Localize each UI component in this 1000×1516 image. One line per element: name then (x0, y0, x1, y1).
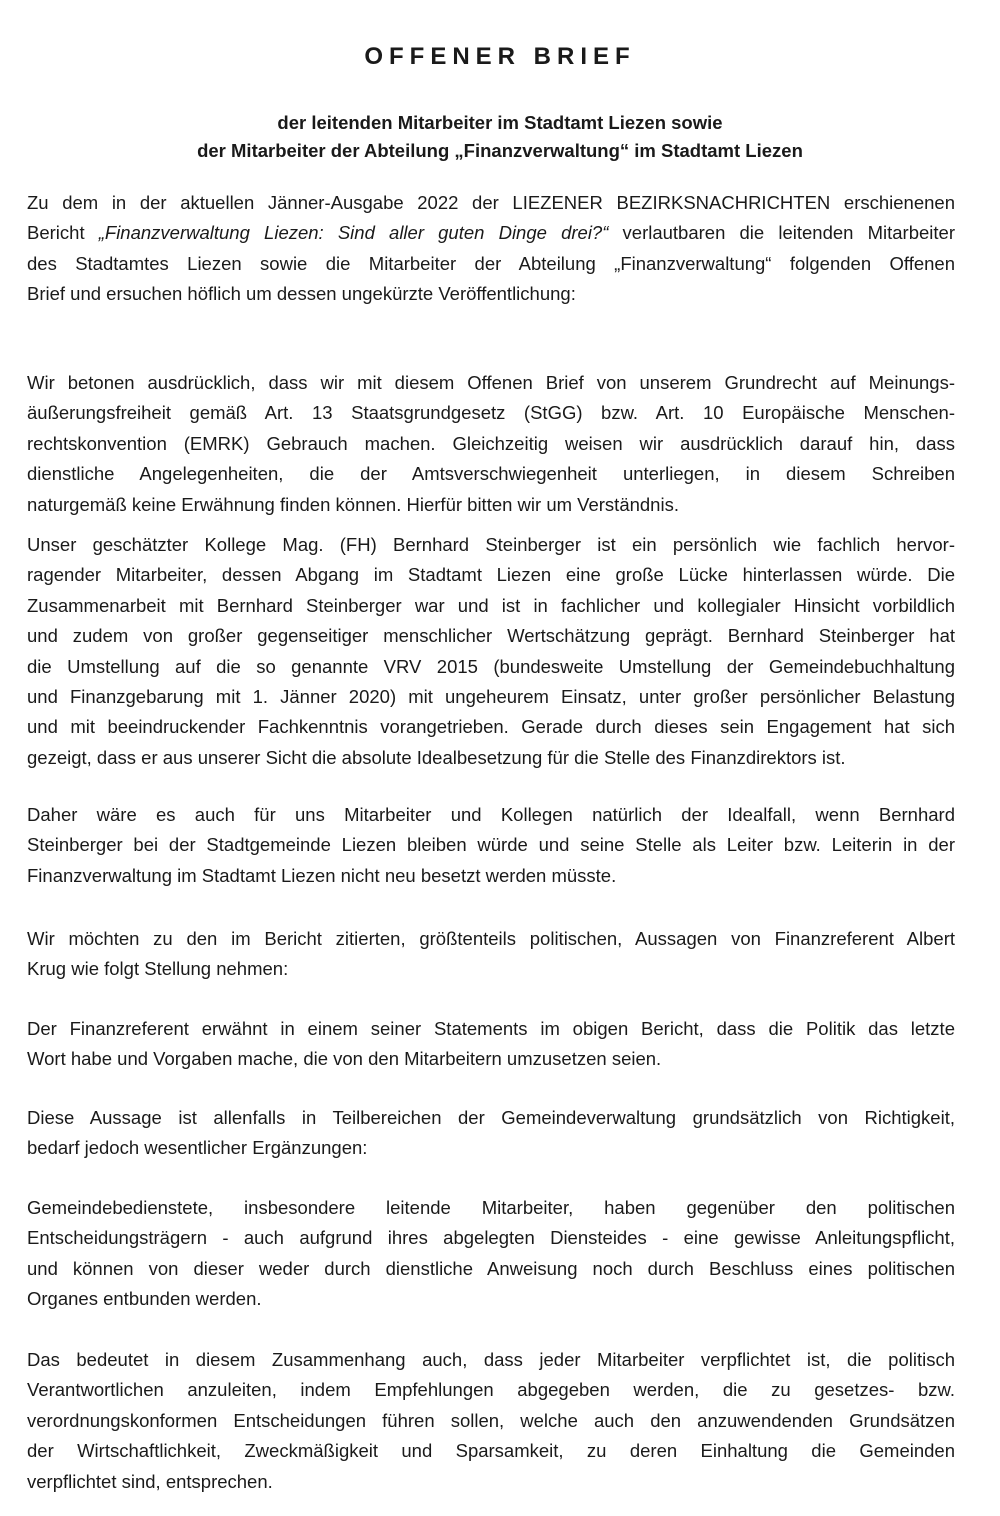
paragraph-ideal-case (27, 800, 955, 891)
report-title-italic: „Finanzverwaltung Liezen: Sind aller guten Dinge drei?“ (98, 222, 609, 244)
text-line: äußerungsfreiheit gemäß Art. 13 Staatsgrundgesetz (StGG) bzw. Art. 10 Europäische Menschen- (27, 402, 955, 424)
text-line: Verantwortlichen anzuleiten, indem Empfehlungen abgegeben werden, die zu gesetzes- bzw. (27, 1379, 955, 1401)
text-line: Finanzverwaltung im Stadtamt Liezen nicht neu besetzt werden müsste. (27, 864, 617, 886)
text-line: Das bedeutet in diesem Zusammenhang auch, dass jeder Mitarbeiter verpflichtet ist, die politisch (27, 1349, 955, 1370)
paragraph-employee-obligation (27, 1345, 955, 1497)
text-line: ragender Mitarbeiter, dessen Abgang im Stadtamt Liezen eine große Lücke hinterlassen würde. Die (27, 564, 955, 586)
text-line: und zudem von großer gegenseitiger menschlicher Wertschätzung geprägt. Bernhard Steinberger hat (27, 625, 955, 647)
text-fragment: Bericht (27, 222, 99, 244)
text-line: Diese Aussage ist allenfalls in Teilbereichen der Gemeindeverwaltung grundsätzlich von Richtigkeit, (27, 1107, 955, 1128)
text-line: Wort habe und Vorgaben mache, die von den Mitarbeitern umzusetzen seien. (27, 1048, 662, 1070)
text-line: Krug wie folgt Stellung nehmen: (27, 958, 289, 980)
text-line: verpflichtet sind, entsprechen. (27, 1470, 273, 1492)
paragraph-freedom-of-expression (27, 368, 955, 520)
paragraph-guidance-duty (27, 1193, 955, 1315)
text-line: naturgemäß keine Erwähnung finden können. Hierfür bitten wir um Verständnis. (27, 493, 679, 515)
text-line: der Wirtschaftlichkeit, Zweckmäßigkeit und Sparsamkeit, zu deren Einhaltung die Gemeinden (27, 1440, 955, 1462)
text-line: Wir betonen ausdrücklich, dass wir mit diesem Offenen Brief von unserem Grundrecht auf Meinungs- (27, 372, 955, 393)
text-line: gezeigt, dass er aus unserer Sicht die absolute Idealbesetzung für die Stelle des Finanzdirektors ist. (27, 746, 846, 768)
text-line: Entscheidungsträgern - auch aufgrund ihres abgelegten Diensteides - eine gewisse Anleitungspflicht, (27, 1227, 955, 1249)
paragraph-statement-assessment (27, 1103, 955, 1164)
text-line: Zusammenarbeit mit Bernhard Steinberger war und ist in fachlicher und kollegialer Hinsicht vorbildlich (27, 594, 955, 616)
text-line: rechtskonvention (EMRK) Gebrauch machen. Gleichzeitig weisen wir ausdrücklich darauf hin, dass (27, 432, 955, 454)
text-line: Gemeindebedienstete, insbesondere leitende Mitarbeiter, haben gegenüber den politischen (27, 1197, 955, 1218)
subtitle-line-2: der Mitarbeiter der Abteilung „Finanzverwaltung“ im Stadtamt Liezen (197, 140, 803, 161)
intro-paragraph (27, 188, 955, 310)
text-line: Unser geschätzter Kollege Mag. (FH) Bernhard Steinberger ist ein persönlich wie fachlich hervor- (27, 534, 955, 555)
subtitle-line-1: der leitenden Mitarbeiter im Stadtamt Liezen sowie (277, 112, 723, 133)
text-line: und können von dieser weder durch dienstliche Anweisung noch durch Beschluss eines politischen (27, 1257, 955, 1279)
text-line: des Stadtamtes Liezen sowie die Mitarbeiter der Abteilung „Finanzverwaltung“ folgenden Offenen (27, 252, 955, 274)
paragraph-colleague-praise (27, 530, 955, 773)
text-line: Daher wäre es auch für uns Mitarbeiter und Kollegen natürlich der Idealfall, wenn Bernhard (27, 804, 955, 825)
text-line: Der Finanzreferent erwähnt in einem seiner Statements im obigen Bericht, dass die Politik das letzte (27, 1018, 955, 1039)
text-line: Organes entbunden werden. (27, 1288, 262, 1310)
text-line: Brief und ersuchen höflich um dessen ungekürzte Veröffentlichung: (27, 283, 576, 305)
text-line (27, 218, 955, 248)
text-line: dienstliche Angelegenheiten, die der Amtsverschwiegenheit unterliegen, in diesem Schreiben (27, 463, 955, 485)
text-line: und Finanzgebarung mit 1. Jänner 2020) mit ungeheurem Einsatz, unter großer persönlicher Belastung (27, 686, 955, 708)
text-line: Wir möchten zu den im Bericht zitierten, größtenteils politischen, Aussagen von Finanzreferent Albert (27, 928, 955, 949)
text-line: und mit beeindruckender Fachkenntnis vorangetrieben. Gerade durch dieses sein Engagement hat sich (27, 716, 955, 738)
paragraph-finance-referent (27, 1014, 955, 1075)
text-line: bedarf jedoch wesentlicher Ergänzungen: (27, 1137, 368, 1159)
text-line: die Umstellung auf die so genannte VRV 2015 (bundesweite Umstellung der Gemeindebuchhaltung (27, 655, 955, 677)
paragraph-statement-intro (27, 924, 955, 985)
text-line: Steinberger bei der Stadtgemeinde Liezen bleiben würde und seine Stelle als Leiter bzw. Leiterin in der (27, 834, 955, 856)
text-line: Zu dem in der aktuellen Jänner-Ausgabe 2022 der LIEZENER BEZIRKSNACHRICHTEN erschienenen (27, 192, 955, 213)
text-line: verordnungskonformen Entscheidungen führen sollen, welche auch den anzuwendenden Grundsätzen (27, 1409, 955, 1431)
letter-title: OFFENER BRIEF (364, 43, 636, 70)
text-fragment: verlautbaren die leitenden Mitarbeiter (608, 222, 955, 244)
